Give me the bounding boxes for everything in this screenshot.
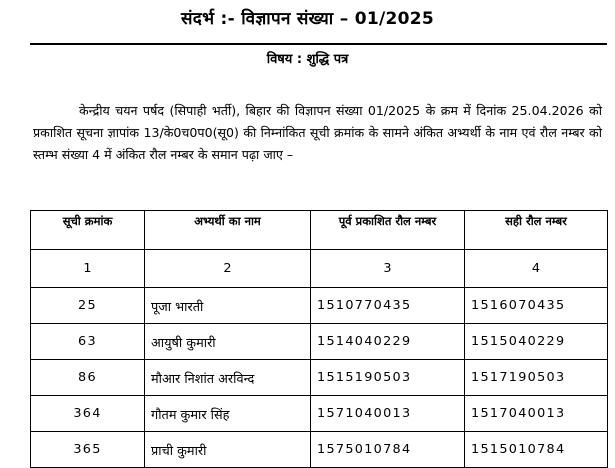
heading-divider	[30, 43, 607, 45]
table-row	[31, 360, 608, 396]
old-roll-cell: 1515190503	[311, 360, 465, 396]
new-roll-cell: 1517190503	[465, 360, 608, 396]
column-index: 1	[31, 250, 145, 288]
serial-cell: 63	[31, 324, 145, 360]
body-paragraph: केन्द्रीय चयन पर्षद (सिपाही भर्ती), बिहार की विज्ञापन संख्या 01/2025 के क्रम में दिनांक 25.04.2026 को प्रकाशित सूचना ज्ञापांक 13/के0च0प0(सू0) की निम्नांकित सूची क्रमांक के सामने अंकित अभ्यर्थी के नाम एवं रौल नम्बर को स्तम्भ संख्या 4 में अंकित रौल नम्बर के समान पढ़ा जाए –	[33, 102, 602, 162]
new-roll-cell: 1517040013	[465, 396, 608, 432]
column-index: 2	[145, 250, 311, 288]
name-cell: मौआर निशांत अरविन्द	[145, 360, 311, 396]
subject-line: विषय : शुद्धि पत्र	[266, 52, 349, 67]
new-roll-cell: 1515040229	[465, 324, 608, 360]
header-serial: सूची क्रमांक	[31, 211, 145, 250]
old-roll-cell: 1571040013	[311, 396, 465, 432]
table-row	[31, 288, 608, 324]
header-new-roll: सही रौल नम्बर	[465, 211, 608, 250]
new-roll-cell: 1515010784	[465, 432, 608, 468]
name-cell: गौतम कुमार सिंह	[145, 396, 311, 432]
header-old-roll: पूर्व प्रकाशित रौल नम्बर	[311, 211, 465, 250]
table-row	[31, 396, 608, 432]
column-index: 3	[311, 250, 465, 288]
old-roll-cell: 1514040229	[311, 324, 465, 360]
column-index: 4	[465, 250, 608, 288]
serial-cell: 365	[31, 432, 145, 468]
errata-table	[30, 210, 608, 468]
old-roll-cell: 1510770435	[311, 288, 465, 324]
name-cell: पूजा भारती	[145, 288, 311, 324]
name-cell: प्राची कुमारी	[145, 432, 311, 468]
new-roll-cell: 1516070435	[465, 288, 608, 324]
serial-cell: 25	[31, 288, 145, 324]
name-cell: आयुषी कुमारी	[145, 324, 311, 360]
document-heading: संदर्भ :- विज्ञापन संख्या – 01/2025	[180, 9, 435, 29]
serial-cell: 86	[31, 360, 145, 396]
column-index-row	[31, 250, 608, 288]
table-row	[31, 324, 608, 360]
table-header-row	[31, 211, 608, 250]
header-candidate-name: अभ्यर्थी का नाम	[145, 211, 311, 250]
table-row	[31, 432, 608, 468]
serial-cell: 364	[31, 396, 145, 432]
old-roll-cell: 1575010784	[311, 432, 465, 468]
